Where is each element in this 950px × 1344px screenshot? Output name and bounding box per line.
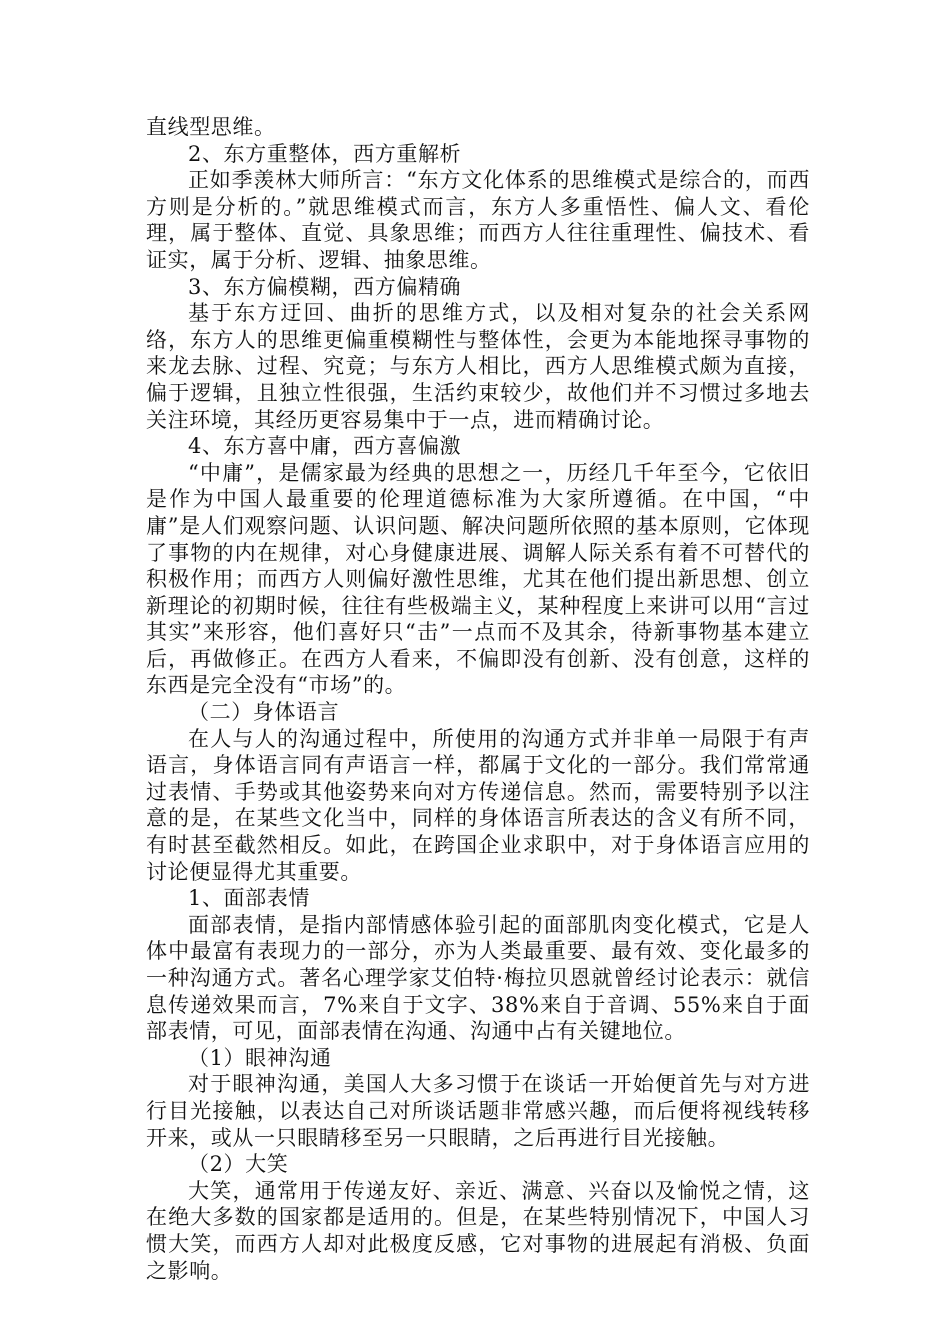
section-heading-laughter: （2）大笑 [188, 1152, 289, 1177]
paragraph-continuation: 直线型思维。 [146, 115, 276, 139]
section-heading-vague-vs-precise: 3、东方偏模糊，西方偏精确 [188, 274, 462, 299]
paragraph-eye-contact: 对于眼神沟通，美国人大多习惯于在谈话一开始便首先与对方进行目光接触，以表达自己对所谈话题非常感兴趣，而后便将视线转移开来，或从一只眼睛移至另一只眼睛，之后再进行目光接触。 [146, 1072, 810, 1150]
section-heading-moderation-vs-extreme: 4、东方喜中庸，西方喜偏激 [188, 434, 462, 459]
section-heading-body-language: （二）身体语言 [188, 700, 340, 725]
section-heading-facial-expression: 1、面部表情 [188, 886, 310, 911]
paragraph-body-language: 在人与人的沟通过程中，所使用的沟通方式并非单一局限于有声语言，身体语言同有声语言一样，都属于文化的一部分。我们常常通过表情、手势或其他姿势来向对方传递信息。然而，需要特别予以注意的是，在某些文化当中，同样的身体语言所表达的含义有所不同，有时甚至截然相反。如此，在跨国企业求职中，对于身体语言应用的讨论便显得尤其重要。 [146, 726, 810, 884]
section-heading-eye-contact: （1）眼神沟通 [188, 1045, 332, 1070]
paragraph-moderation-vs-extreme: “中庸”，是儒家最为经典的思想之一，历经几千年至今，它依旧是作为中国人最重要的伦理道德标准为大家所遵循。在中国，“中庸”是人们观察问题、认识问题、解决问题所依照的基本原则，它体现了事物的内在规律，对心身健康进展、调解人际关系有着不可替代的积极作用；而西方人则偏好激性思维，尤其在他们提出新思想、创立新理论的初期时候，往往有些极端主义，某种程度上来讲可以用“言过其实”来形容，他们喜好只“击”一点而不及其余，待新事物基本建立后，再做修正。在西方人看来，不偏即没有创新、没有创意，这样的东西是完全没有“市场”的。 [146, 460, 810, 698]
paragraph-facial-expression: 面部表情，是指内部情感体验引起的面部肌肉变化模式，它是人体中最富有表现力的一部分，亦为人类最重要、最有效、变化最多的一种沟通方式。著名心理学家艾伯特·梅拉贝恩就曾经讨论表示：就信息传递效果而言，7%来自于文字、38%来自于音调、55%来自于面部表情，可见，面部表情在沟通、沟通中占有关键地位。 [146, 912, 810, 1044]
paragraph-holistic-vs-analytic: 正如季羡林大师所言：“东方文化体系的思维模式是综合的，而西方则是分析的。”就思维模式而言，东方人多重悟性、偏人文、看伦理，属于整体、直觉、具象思维；而西方人往往重理性、偏技术、看证实，属于分析、逻辑、抽象思维。 [146, 168, 810, 272]
section-heading-holistic-vs-analytic: 2、东方重整体，西方重解析 [188, 141, 462, 166]
paragraph-vague-vs-precise: 基于东方迂回、曲折的思维方式，以及相对复杂的社会关系网络，东方人的思维更偏重模糊性与整体性，会更为本能地探寻事物的来龙去脉、过程、究竟；与东方人相比，西方人思维模式颇为直接，偏于逻辑，且独立性很强，生活约束较少，故他们并不习惯过多地去关注环境，其经历更容易集中于一点，进而精确讨论。 [146, 301, 810, 432]
document-page [146, 114, 810, 1284]
paragraph-laughter: 大笑，通常用于传递友好、亲近、满意、兴奋以及愉悦之情，这在绝大多数的国家都是适用的。但是，在某些特别情况下，中国人习惯大笑，而西方人却对此极度反感，它对事物的进展起有消极、负面之影响。 [146, 1178, 810, 1283]
